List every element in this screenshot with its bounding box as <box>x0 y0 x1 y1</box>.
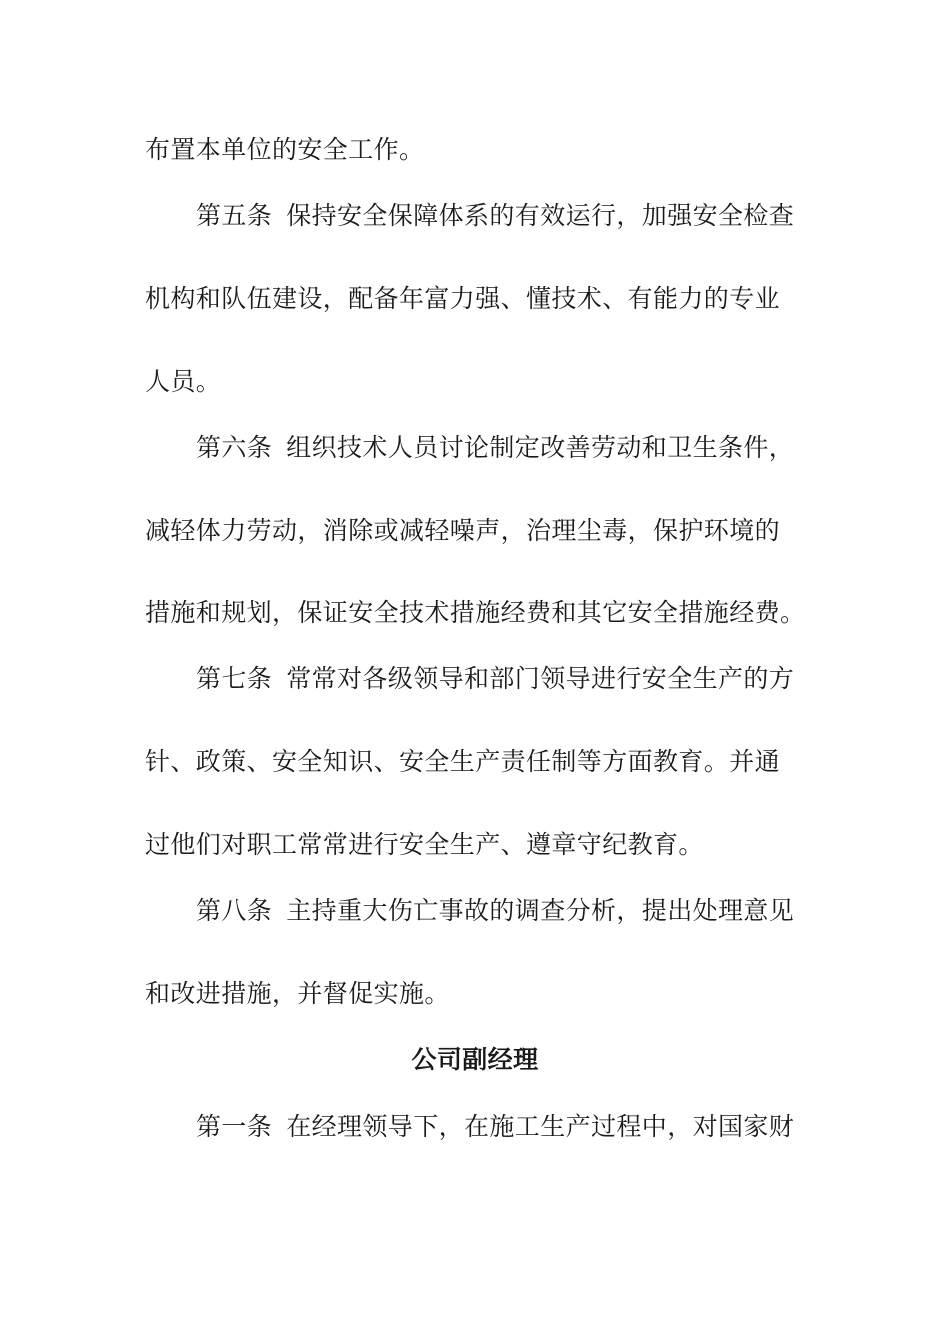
paragraph-line <box>145 977 805 1011</box>
article-line <box>196 1110 806 1144</box>
line-text: 减轻体力劳动，消除或减轻噪声，治理尘毒，保护环境的 <box>145 516 781 545</box>
paragraph-line <box>145 282 805 316</box>
line-text: 措施和规划，保证安全技术措施经费和其它安全措施经费。 <box>145 598 806 627</box>
line-text: 在经理领导下，在施工生产过程中，对国家财 <box>286 1112 795 1141</box>
line-text: 保持安全保障体系的有效运行，加强安全检查 <box>286 201 795 230</box>
line-text: 布置本单位的安全工作。 <box>145 135 425 164</box>
article-number: 第七条 <box>196 664 273 693</box>
paragraph-line <box>145 828 805 862</box>
article-line <box>196 431 806 465</box>
line-text: 机构和队伍建设，配备年富力强、懂技术、有能力的专业 <box>145 284 781 313</box>
paragraph-line <box>145 745 805 779</box>
line-text: 常常对各级领导和部门领导进行安全生产的方 <box>286 664 795 693</box>
paragraph-line <box>145 596 805 630</box>
paragraph-line <box>145 365 805 399</box>
article-number: 第五条 <box>196 201 273 230</box>
line-text: 和改进措施，并督促实施。 <box>145 979 450 1008</box>
article-number: 第一条 <box>196 1112 273 1141</box>
article-line <box>196 662 806 696</box>
article-line <box>196 199 806 233</box>
paragraph-line <box>145 133 805 167</box>
line-text: 针、政策、安全知识、安全生产责任制等方面教育。并通 <box>145 747 781 776</box>
line-text: 主持重大伤亡事故的调查分析，提出处理意见 <box>286 896 795 925</box>
section-heading: 公司副经理 <box>411 1045 539 1074</box>
line-text: 组织技术人员讨论制定改善劳动和卫生条件， <box>286 433 795 462</box>
line-text: 过他们对职工常常进行安全生产、遵章守纪教育。 <box>145 830 704 859</box>
line-text: 人员。 <box>145 367 222 396</box>
article-line <box>196 894 806 928</box>
article-number: 第八条 <box>196 896 273 925</box>
paragraph-line <box>145 514 805 548</box>
article-number: 第六条 <box>196 433 273 462</box>
